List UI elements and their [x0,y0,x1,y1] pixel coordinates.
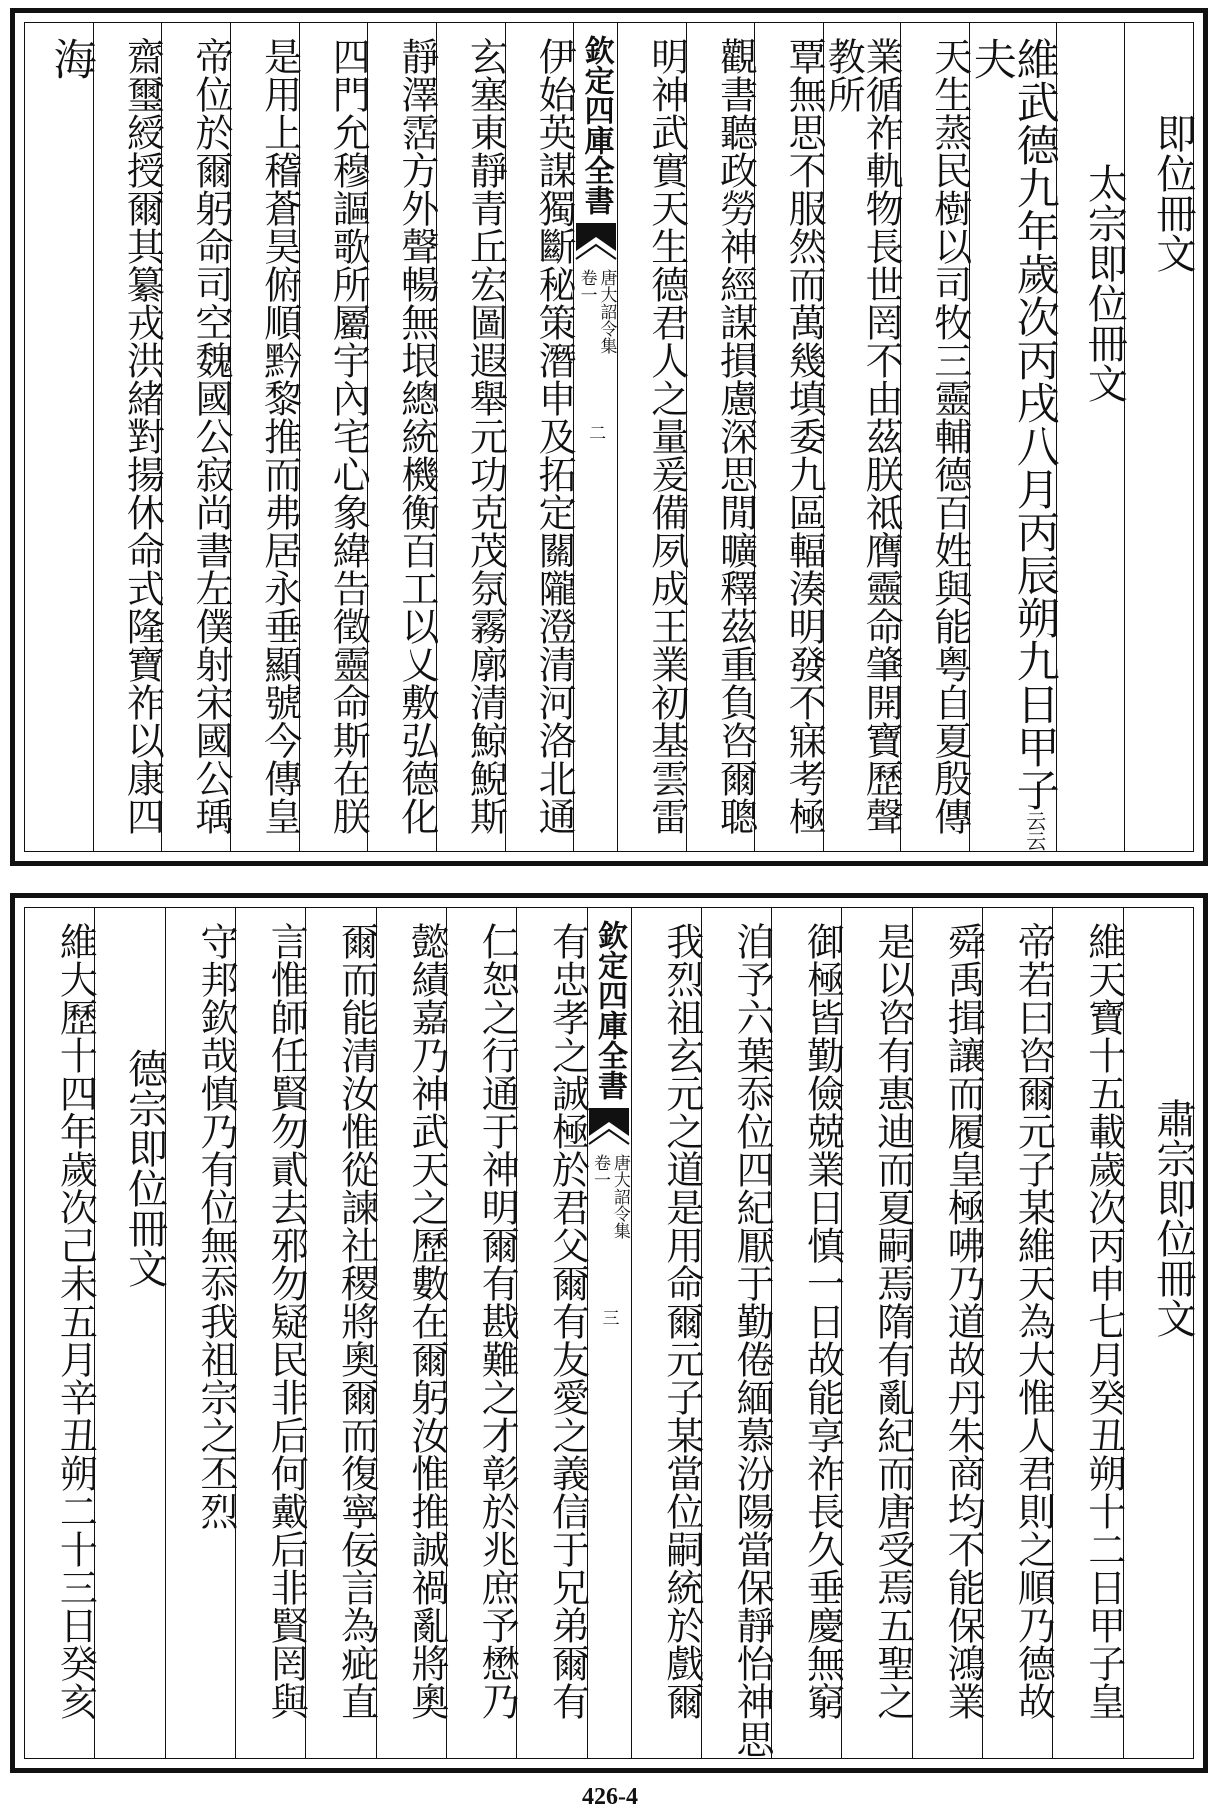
text-column: 洎予六葉忝位四紀厭于勤倦緬慕汾陽當保靜怡神思 [701,908,771,1758]
text-column: 是用上稽蒼昊俯順黔黎推而弗居永垂顯號今傳皇 [230,23,299,851]
volume-info [590,1154,628,1239]
text-column: 觀書聽政勞神經謀損慮深思閒曠釋茲重負咨爾聰 [686,23,755,851]
text-column: 太宗即位冊文 [1056,23,1125,851]
interlinear-note: 云云 [1022,811,1047,851]
text-column: 爾而能清汝惟從諫社稷將奧爾而復寧佞言為疵直 [305,908,375,1758]
fishtail-mark-icon [576,223,616,263]
text-column: 維大歷十四年歲次己未五月辛丑朔二十三日癸亥 [53,922,98,1720]
text-column: 德宗即位冊文 [94,908,164,1758]
columns-top [25,23,1196,851]
text-column: 御極皆勤儉兢業日慎一日故能享祚長久垂慶無窮 [771,908,841,1758]
text-column: 伊始英謀獨斷秘策潛申及拓定關隴澄清河洛北通 [505,23,574,851]
text-column: 肅宗即位冊文 [1123,908,1193,1758]
text-column: 言惟師任賢勿貳去邪勿疑民非后何戴后非賢罔與 [235,908,305,1758]
text-column [966,23,1060,851]
text-column: 仁恕之行通于神明爾有戡難之才彰於兆庶予懋乃 [446,908,516,1758]
text-column: 即位冊文 [1124,23,1193,851]
text-column: 舜禹揖讓而履皇極咈乃道故丹朱商均不能保鴻業 [912,908,982,1758]
text-column: 有忠孝之誠極於君父爾有友愛之義信于兄弟爾有 [516,908,586,1758]
page-bottom [10,893,1208,1773]
book-title: 唐大詔令集 [609,1154,630,1239]
text-column: 四門允穆謳歌所屬宇內宅心象緯告徵靈命斯在朕 [299,23,368,851]
text-column: 是以咨有惠迪而夏嗣焉隋有亂紀而唐受焉五聖之 [841,908,911,1758]
folio-number: 三 [598,1309,619,1326]
text-column: 海 [46,37,97,80]
text-column: 帝若曰咨爾元子某維天為大惟人君則之順乃德故 [982,908,1052,1758]
text-column: 齋璽綬授爾其纂戎洪緒對揚休命式隆寶祚以康四 [93,23,162,851]
text-column: 守邦欽哉慎乃有位無忝我祖宗之丕烈 [165,908,235,1758]
text-column: 維天寶十五載歲次丙申七月癸丑朔十二日甲子皇 [1052,908,1122,1758]
text-column: 覃無思不服然而萬幾填委九區輻湊明發不寐考極 [754,23,823,851]
text-column: 我烈祖玄元之道是用命爾元子某當位嗣統於戲爾 [631,908,701,1758]
text-column: 玄塞東靜青丘宏圖遐舉元功克茂氛霧廓清鯨鯢斯 [436,23,505,851]
text-column: 帝位於爾躬命司空魏國公寂尚書左僕射宋國公瑀 [161,23,230,851]
collection-title: 欽定四庫全書 [578,35,614,215]
column-tail: 夫 [966,37,1017,80]
volume-label: 卷一 [576,269,597,303]
text-column: 靜澤霑方外聲暢無垠總統機衡百工以乂敷弘德化 [367,23,436,851]
book-title: 唐大詔令集 [596,269,617,354]
column-text: 維武德九年歲次丙戌八月丙辰朔九日甲子 [1009,37,1060,811]
text-column: 業循祚軌物長世罔不由茲朕祗膺靈命肇開寶歷聲教所 [823,23,900,851]
block-center-column [573,23,617,851]
text-column: 明神武實天生德君人之量爰備夙成王業初基雲雷 [617,23,686,851]
text-column: 天生蒸民樹以司牧三靈輔德百姓與能粤自夏殷傳 [900,23,969,851]
volume-info [577,269,615,354]
fishtail-mark-icon [589,1108,629,1148]
page-number: 426-4 [582,1784,638,1810]
volume-label: 卷一 [590,1154,610,1188]
block-center-column [587,908,631,1758]
columns-bottom [25,908,1196,1758]
page-top [10,8,1208,866]
text-column: 懿績嘉乃神武天之歷數在爾躬汝惟推誠禍亂將奧 [376,908,446,1758]
collection-title: 欽定四庫全書 [592,920,627,1100]
folio-number: 二 [585,424,606,441]
